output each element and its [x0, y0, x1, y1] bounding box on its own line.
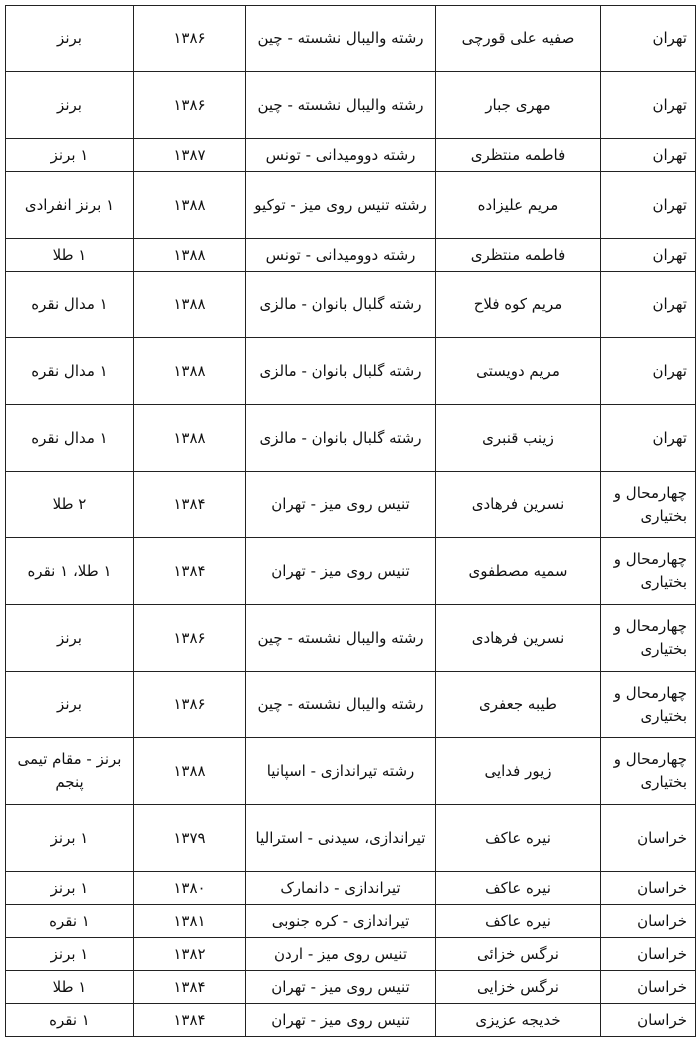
year-cell: ۱۳۸۴: [134, 472, 246, 538]
province-cell: خراسان: [601, 805, 696, 872]
event-cell: تیراندازی - دانمارک: [246, 872, 436, 905]
event-cell: تنیس روی میز - تهران: [246, 538, 436, 605]
medal-cell: ۱ برنز انفرادی: [6, 172, 134, 239]
name-cell: مریم علیزاده: [436, 172, 601, 239]
event-cell: رشته والیبال نشسته - چین: [246, 605, 436, 672]
province-cell: چهارمحال و بختیاری: [601, 605, 696, 672]
name-cell: فاطمه منتظری: [436, 139, 601, 172]
event-cell: رشته والیبال نشسته - چین: [246, 672, 436, 738]
year-cell: ۱۳۸۴: [134, 538, 246, 605]
table-row: [6, 672, 696, 738]
year-cell: ۱۳۸۸: [134, 239, 246, 272]
event-cell: تنیس روی میز - تهران: [246, 472, 436, 538]
name-cell: نرگس خزائی: [436, 938, 601, 971]
year-cell: ۱۳۸۶: [134, 605, 246, 672]
province-cell: خراسان: [601, 905, 696, 938]
year-cell: ۱۳۸۰: [134, 872, 246, 905]
medal-cell: ۱ مدال نقره: [6, 405, 134, 472]
year-cell: ۱۳۸۶: [134, 672, 246, 738]
event-cell: رشته دوومیدانی - تونس: [246, 139, 436, 172]
province-cell: تهران: [601, 405, 696, 472]
year-cell: ۱۳۸۸: [134, 405, 246, 472]
year-cell: ۱۳۸۶: [134, 72, 246, 139]
name-cell: زینب قنبری: [436, 405, 601, 472]
table-row: [6, 172, 696, 239]
name-cell: نسرین فرهادی: [436, 605, 601, 672]
table-body: [6, 6, 696, 1037]
name-cell: نرگس خزایی: [436, 971, 601, 1004]
province-cell: چهارمحال و بختیاری: [601, 738, 696, 805]
medal-cell: برنز: [6, 672, 134, 738]
province-cell: خراسان: [601, 938, 696, 971]
province-cell: تهران: [601, 139, 696, 172]
medal-cell: ۱ طلا: [6, 971, 134, 1004]
medal-cell: ۱ برنز: [6, 938, 134, 971]
name-cell: نیره عاکف: [436, 905, 601, 938]
year-cell: ۱۳۸۸: [134, 338, 246, 405]
name-cell: طیبه جعفری: [436, 672, 601, 738]
event-cell: تنیس روی میز - تهران: [246, 971, 436, 1004]
year-cell: ۱۳۸۸: [134, 272, 246, 338]
name-cell: زیور فدایی: [436, 738, 601, 805]
year-cell: ۱۳۸۲: [134, 938, 246, 971]
table-row: [6, 472, 696, 538]
table-row: [6, 971, 696, 1004]
name-cell: فاطمه منتظری: [436, 239, 601, 272]
event-cell: رشته تنیس روی میز - توکیو: [246, 172, 436, 239]
event-cell: رشته والیبال نشسته - چین: [246, 6, 436, 72]
event-cell: تیراندازی - کره جنوبی: [246, 905, 436, 938]
name-cell: نیره عاکف: [436, 872, 601, 905]
event-cell: رشته گلبال بانوان - مالزی: [246, 338, 436, 405]
province-cell: خراسان: [601, 1004, 696, 1037]
medal-cell: برنز: [6, 72, 134, 139]
name-cell: نیره عاکف: [436, 805, 601, 872]
name-cell: مریم کوه فلاح: [436, 272, 601, 338]
event-cell: رشته والیبال نشسته - چین: [246, 72, 436, 139]
province-cell: تهران: [601, 172, 696, 239]
table-row: [6, 805, 696, 872]
year-cell: ۱۳۷۹: [134, 805, 246, 872]
medals-table: [5, 5, 696, 1037]
province-cell: چهارمحال و بختیاری: [601, 672, 696, 738]
province-cell: چهارمحال و بختیاری: [601, 472, 696, 538]
province-cell: تهران: [601, 338, 696, 405]
table-row: [6, 938, 696, 971]
medal-cell: ۱ برنز: [6, 139, 134, 172]
event-cell: تنیس روی میز - اردن: [246, 938, 436, 971]
event-cell: رشته گلبال بانوان - مالزی: [246, 405, 436, 472]
province-cell: چهارمحال و بختیاری: [601, 538, 696, 605]
medal-cell: ۱ مدال نقره: [6, 272, 134, 338]
name-cell: خدیجه عزیزی: [436, 1004, 601, 1037]
table-row: [6, 905, 696, 938]
medal-cell: ۱ برنز: [6, 805, 134, 872]
name-cell: مریم دویستی: [436, 338, 601, 405]
province-cell: تهران: [601, 72, 696, 139]
year-cell: ۱۳۸۶: [134, 6, 246, 72]
table-row: [6, 738, 696, 805]
table-row: [6, 139, 696, 172]
medal-cell: برنز - مقام تیمی پنجم: [6, 738, 134, 805]
medal-cell: ۱ مدال نقره: [6, 338, 134, 405]
table-row: [6, 538, 696, 605]
table-row: [6, 272, 696, 338]
year-cell: ۱۳۸۴: [134, 971, 246, 1004]
table-row: [6, 1004, 696, 1037]
table-row: [6, 239, 696, 272]
event-cell: رشته گلبال بانوان - مالزی: [246, 272, 436, 338]
medal-cell: ۱ طلا: [6, 239, 134, 272]
province-cell: خراسان: [601, 872, 696, 905]
table-row: [6, 605, 696, 672]
province-cell: تهران: [601, 239, 696, 272]
table-row: [6, 405, 696, 472]
year-cell: ۱۳۸۸: [134, 738, 246, 805]
name-cell: صفیه علی قورچی: [436, 6, 601, 72]
province-cell: خراسان: [601, 971, 696, 1004]
table-row: [6, 6, 696, 72]
year-cell: ۱۳۸۴: [134, 1004, 246, 1037]
year-cell: ۱۳۸۱: [134, 905, 246, 938]
event-cell: رشته دوومیدانی - تونس: [246, 239, 436, 272]
medal-cell: ۱ نقره: [6, 905, 134, 938]
table-row: [6, 338, 696, 405]
year-cell: ۱۳۸۸: [134, 172, 246, 239]
name-cell: سمیه مصطفوی: [436, 538, 601, 605]
province-cell: تهران: [601, 272, 696, 338]
medal-cell: ۱ نقره: [6, 1004, 134, 1037]
province-cell: تهران: [601, 6, 696, 72]
event-cell: رشته تیراندازی - اسپانیا: [246, 738, 436, 805]
medal-cell: ۱ طلا، ۱ نقره: [6, 538, 134, 605]
event-cell: تیراندازی، سیدنی - استرالیا: [246, 805, 436, 872]
medal-cell: ۲ طلا: [6, 472, 134, 538]
year-cell: ۱۳۸۷: [134, 139, 246, 172]
event-cell: تنیس روی میز - تهران: [246, 1004, 436, 1037]
name-cell: مهری جبار: [436, 72, 601, 139]
medal-cell: برنز: [6, 605, 134, 672]
table-row: [6, 72, 696, 139]
name-cell: نسرین فرهادی: [436, 472, 601, 538]
medal-cell: برنز: [6, 6, 134, 72]
table-row: [6, 872, 696, 905]
medal-cell: ۱ برنز: [6, 872, 134, 905]
